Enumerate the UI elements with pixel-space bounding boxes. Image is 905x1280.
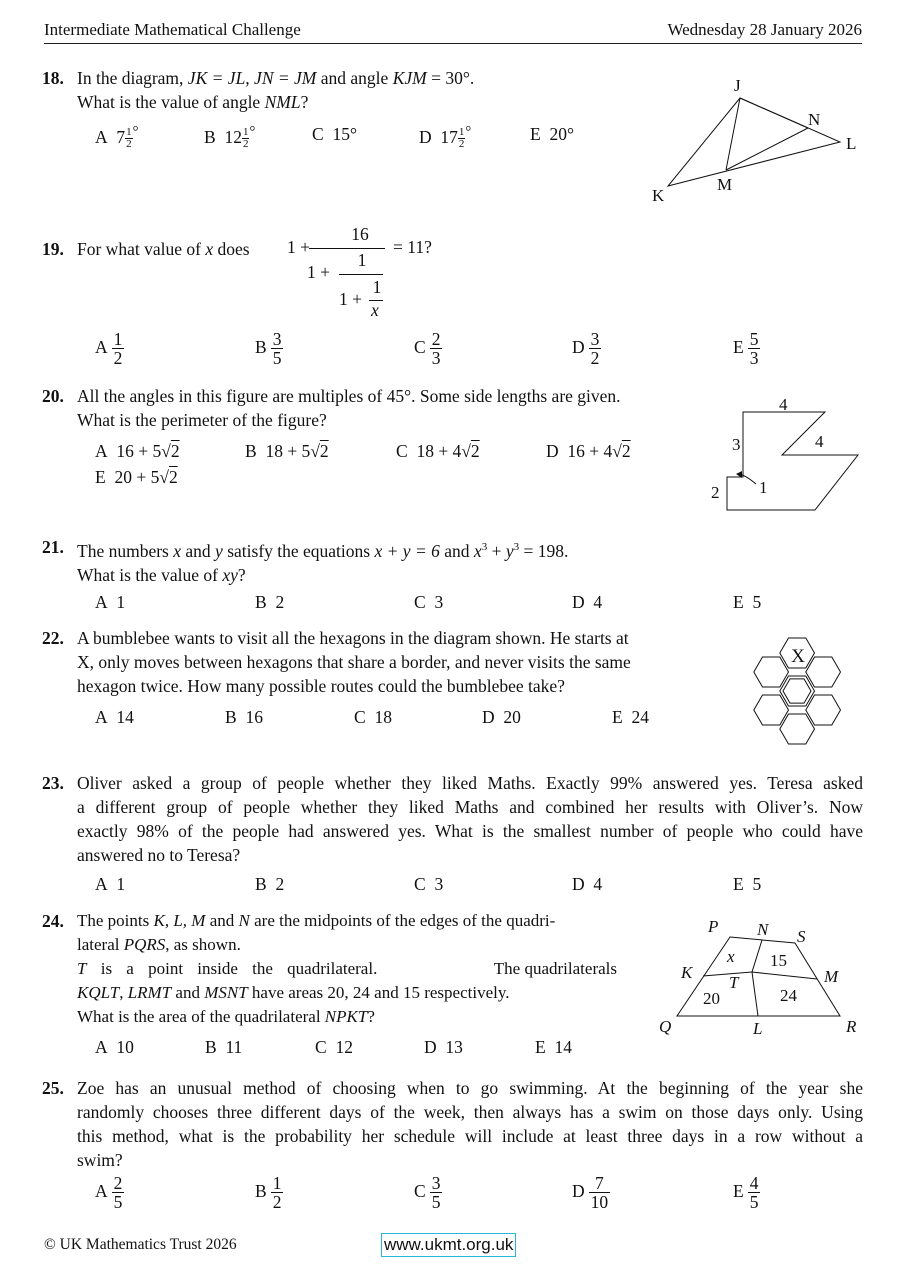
option-e[interactable]: E 14 (535, 1037, 572, 1057)
question-number: 25. (42, 1078, 64, 1098)
label-m: M (717, 175, 733, 194)
hexagon (780, 676, 815, 706)
question-number: 23. (42, 773, 64, 793)
question-text: What is the value of angle NML? (77, 92, 309, 112)
question-number: 20. (42, 386, 64, 406)
area-15: 15 (770, 951, 787, 970)
option-a[interactable]: A 10 (95, 1037, 134, 1057)
option-b[interactable]: B 11 (205, 1037, 243, 1057)
question-text: answered no to Teresa? (77, 845, 241, 865)
hexagon (806, 657, 841, 687)
question-number: 22. (42, 628, 64, 648)
label-j: J (734, 76, 741, 95)
question-number: 18. (42, 68, 64, 88)
q22-hexagon-grid (745, 632, 865, 754)
area-20: 20 (703, 989, 720, 1008)
option-a[interactable]: A 16 + 5√2 (95, 441, 180, 461)
question-text: What is the value of xy? (77, 564, 246, 585)
hexagon (754, 657, 789, 687)
label-k: K (681, 963, 693, 982)
question-text: All the angles in this figure are multiples of 45°. Some side lengths are given. (77, 386, 621, 406)
option-c[interactable]: C 15° (312, 124, 357, 144)
question-text: exactly 98% of the people had answered yes. What is the smallest number of people who could have (77, 821, 863, 841)
question-text: In the diagram, JK = JL, JN = JM and angle KJM = 30°. (77, 68, 475, 88)
question-text: randomly chooses three different days of the week, then always has a swim on those days only. Using (77, 1102, 863, 1122)
question-text: For what value of x does (77, 239, 250, 259)
question-text: What is the area of the quadrilateral NPKT? (77, 1007, 375, 1026)
label-l: L (753, 1019, 763, 1038)
q24-quadrilateral-diagram (650, 910, 870, 1040)
segment-kt (703, 972, 752, 976)
option-a[interactable]: A $\frac{2}{5}$ (95, 1173, 123, 1213)
segment-mn (726, 128, 808, 170)
question-text: Zoe has an unusual method of choosing when to go swimming. At the beginning of the year she (77, 1078, 863, 1098)
question-23 (42, 771, 864, 871)
option-a[interactable]: A 1 (95, 874, 126, 894)
segment-mt (752, 972, 817, 979)
option-a[interactable]: A $\frac{1}{2}$ (95, 329, 123, 369)
question-number: 24. (42, 911, 64, 931)
option-c[interactable]: C $\frac{3}{5}$ (414, 1173, 441, 1213)
header-title: Intermediate Mathematical Challenge (44, 20, 301, 39)
option-a[interactable]: A 1 (95, 592, 126, 612)
octagonal-figure (727, 412, 858, 510)
option-d[interactable]: D $\frac{3}{2}$ (572, 329, 600, 369)
segment-jn (740, 98, 808, 128)
question-text: hexagon twice. How many possible routes could the bumblebee take? (77, 676, 565, 696)
label-arrow-1: 1 (759, 478, 768, 497)
question-text: The numbers x and y satisfy the equations x + y = 6 and $x^3 + y^3 = 198$. (77, 540, 569, 561)
question-text: What is the perimeter of the figure? (77, 410, 327, 430)
option-d[interactable]: D 4 (572, 874, 603, 894)
option-d[interactable]: D 16 + 4√2 (546, 441, 631, 461)
option-d[interactable]: D $\frac{7}{10}$ (572, 1173, 609, 1213)
label-n: N (808, 110, 821, 129)
option-e[interactable]: E 5 (733, 874, 762, 894)
segment-nt (752, 940, 762, 972)
label-r: R (846, 1017, 857, 1036)
option-e[interactable]: E 24 (612, 707, 649, 727)
option-c[interactable]: C 18 (354, 707, 392, 727)
label-q: Q (659, 1017, 672, 1036)
question-22 (42, 626, 732, 701)
q20-figure (700, 390, 870, 520)
hexagon (783, 679, 811, 703)
label-s: S (797, 927, 806, 946)
question-20 (42, 384, 722, 434)
hexagon (754, 695, 789, 725)
footer-link[interactable]: www.ukmt.org.uk (381, 1233, 516, 1257)
label-left-3: 3 (732, 435, 741, 454)
hexagon (806, 695, 841, 725)
question-text: swim? (77, 1150, 123, 1170)
option-d[interactable]: D 13 (424, 1037, 463, 1057)
option-c[interactable]: C 3 (414, 592, 444, 612)
option-b[interactable]: B 18 + 5√2 (245, 441, 329, 461)
option-c[interactable]: C $\frac{2}{3}$ (414, 329, 441, 369)
option-a[interactable]: A 14 (95, 707, 134, 727)
option-b[interactable]: B $\frac{1}{2}$ (255, 1173, 282, 1213)
question-21 (42, 535, 742, 585)
label-m: M (824, 967, 839, 986)
label-diag-4: 4 (815, 432, 824, 451)
option-e[interactable]: E $\frac{5}{3}$ (733, 329, 759, 369)
question-text: T is a point inside the quadrilateral. The quadrilaterals (77, 959, 617, 978)
option-b[interactable]: B 2 (255, 592, 285, 612)
question-24 (42, 909, 622, 1033)
area-x: x (727, 947, 735, 966)
question-text: A bumblebee wants to visit all the hexagons in the diagram shown. He starts at (77, 628, 629, 648)
option-a[interactable]: A 7 $\frac{1}{2}$ ° (95, 124, 139, 151)
hexagon (780, 714, 815, 744)
option-d[interactable]: D 17 $\frac{1}{2}$ ° (419, 124, 472, 151)
label-bottom-2: 2 (711, 483, 720, 502)
question-text: lateral PQRS, as shown. (77, 935, 241, 954)
segment-lt (752, 972, 758, 1016)
option-e[interactable]: E 5 (733, 592, 762, 612)
question-text: The points K, L, M and N are the midpoints of the edges of the quadri- (77, 911, 556, 930)
option-b[interactable]: B 12 $\frac{1}{2}$ ° (204, 124, 256, 151)
option-e[interactable]: E 20° (530, 124, 574, 144)
label-l: L (846, 134, 857, 153)
label-k: K (652, 186, 665, 205)
label-p: P (708, 917, 719, 936)
option-c[interactable]: C 3 (414, 874, 444, 894)
option-c[interactable]: C 12 (315, 1037, 353, 1057)
question-text: KQLT, LRMT and MSNT have areas 20, 24 and 15 respectively. (77, 983, 510, 1002)
question-text: Oliver asked a group of people whether they liked Maths. Exactly 99% answered yes. Teresa asked (77, 773, 863, 793)
question-text: X, only moves between hexagons that share a border, and never visits the same (77, 652, 631, 672)
option-b[interactable]: B 2 (255, 874, 285, 894)
option-e[interactable]: E $\frac{4}{5}$ (733, 1173, 759, 1213)
label-t: T (729, 973, 739, 992)
option-d[interactable]: D 20 (482, 707, 521, 727)
area-24: 24 (780, 986, 797, 1005)
label-n: N (757, 920, 769, 939)
q19-continued-fraction: 1 + 16 1 + 1 1 + 1 x = 11? (287, 224, 432, 320)
header-date: Wednesday 28 January 2026 (667, 20, 862, 39)
option-b[interactable]: B 16 (225, 707, 263, 727)
footer-copyright: © UK Mathematics Trust 2026 (44, 1236, 237, 1253)
label-x: X (791, 646, 805, 667)
question-text: a different group of people whether they liked Maths and combined her results with Oliver’s. Now (77, 797, 863, 817)
option-b[interactable]: B $\frac{3}{5}$ (255, 329, 282, 369)
quadrilateral-pqrs (677, 937, 840, 1016)
question-25 (42, 1076, 864, 1176)
label-top-4: 4 (779, 395, 788, 414)
option-e[interactable]: E 20 + 5√2 (95, 467, 178, 487)
option-c[interactable]: C 18 + 4√2 (396, 441, 480, 461)
question-number: 19. (42, 239, 64, 259)
option-d[interactable]: D 4 (572, 592, 603, 612)
segment-jm (726, 98, 740, 170)
q18-triangle-diagram (640, 70, 870, 210)
question-number: 21. (42, 537, 64, 557)
header-rule (44, 43, 862, 44)
question-text: this method, what is the probability her schedule will include at least three days in a row without a (77, 1126, 863, 1146)
